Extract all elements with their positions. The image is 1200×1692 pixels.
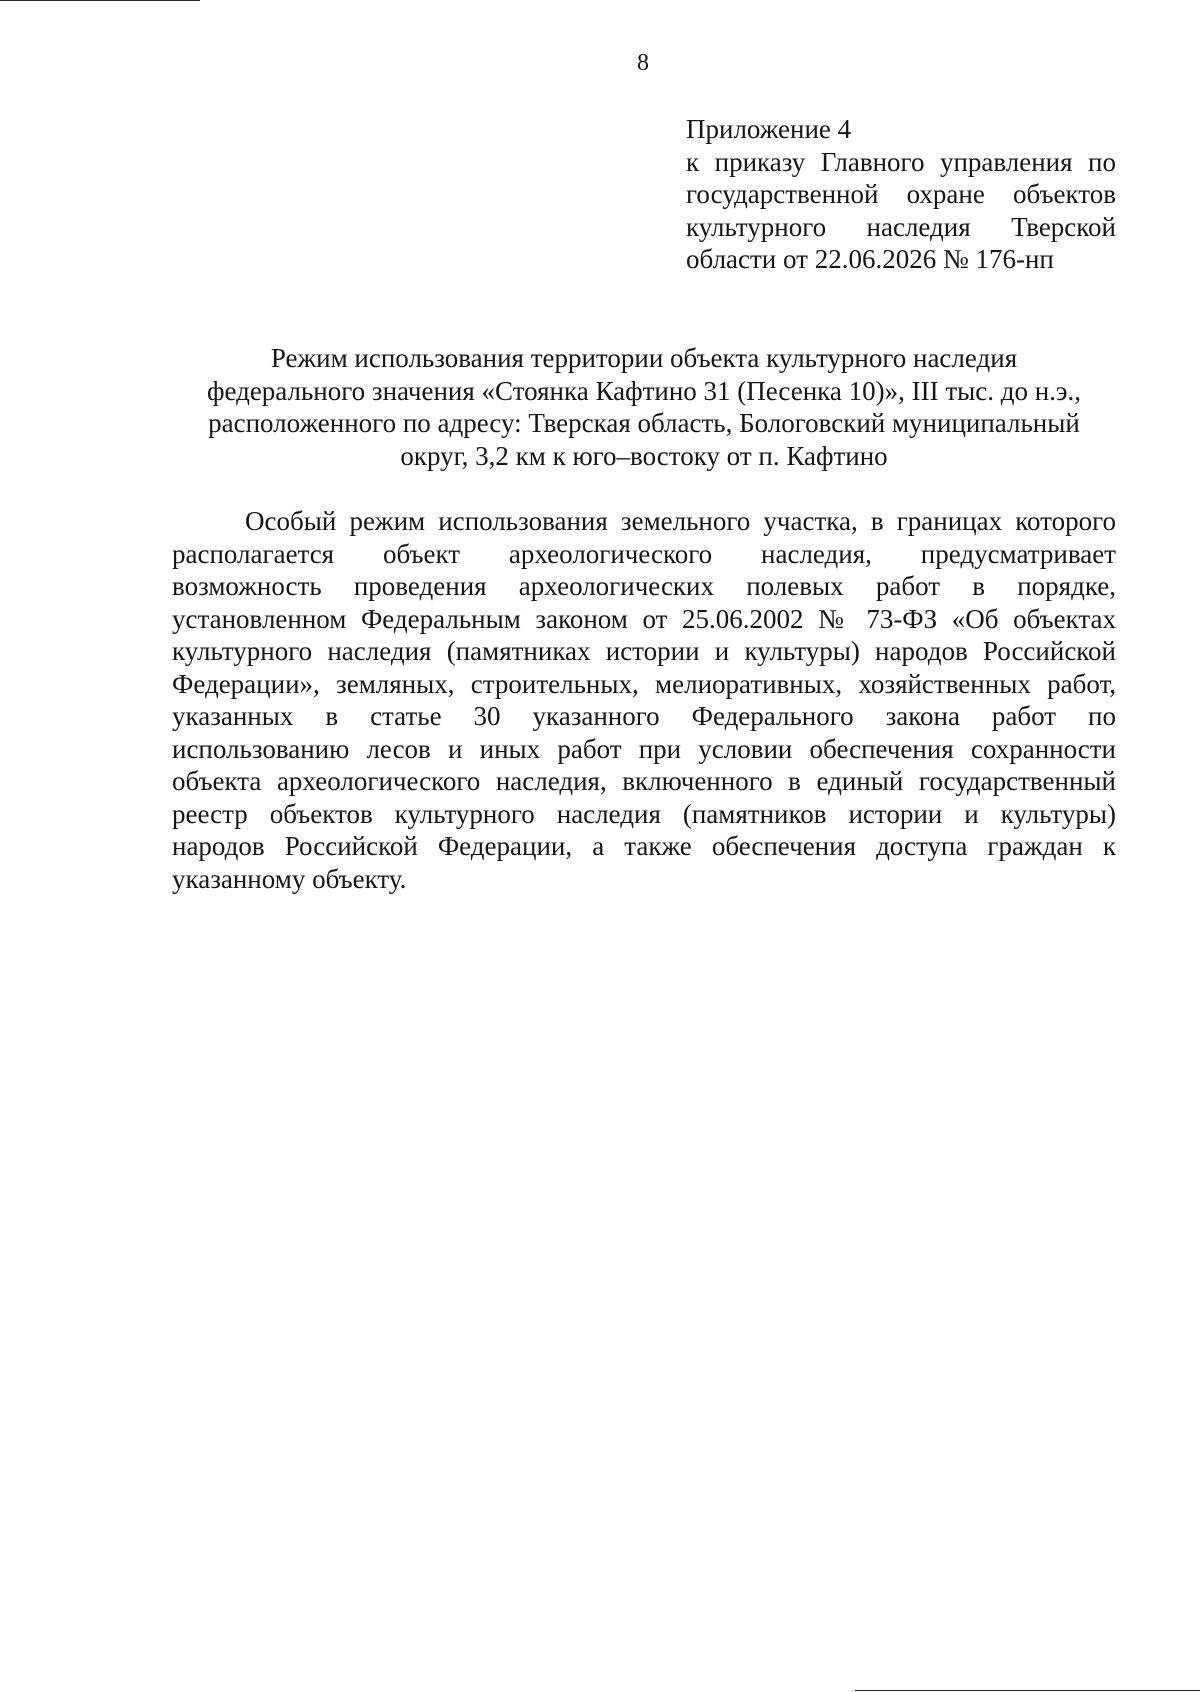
body-line: располагается объект археологического наследия, предусматривает (172, 538, 1116, 569)
body-line: культурного наследия (памятниках истории и культуры) народов Российской (172, 636, 1116, 666)
body-paragraph (172, 505, 1116, 895)
body-line: народов Российской Федерации, а также обеспечения доступа граждан к (172, 831, 1116, 861)
body-line: Особый режим использования земельного участка, в границах которого (245, 506, 1116, 536)
document-title (172, 342, 1116, 472)
appendix-line: к приказу Главного управления по (686, 146, 1116, 177)
body-line: использованию лесов и иных работ при условии обеспечения сохранности (172, 733, 1116, 764)
body-line: реестр объектов культурного наследия (памятников истории и культуры) (172, 798, 1116, 829)
body-line: указанных в статье 30 указанного Федерального закона работ по (172, 701, 1116, 731)
body-line: возможность проведения археологических полевых работ в порядке, (172, 571, 1116, 601)
body-line: объекта археологического наследия, включенного в единый государственный (172, 766, 1116, 796)
title-line: округ, 3,2 км к юго–востоку от п. Кафтино (400, 440, 888, 471)
appendix-line: Приложение 4 (686, 114, 852, 144)
title-line: расположенного по адресу: Тверская область, Бологовский муниципальный (208, 408, 1080, 438)
body-line: установленном Федеральным законом от 25.06.2002 № 73-ФЗ «Об объектах (172, 603, 1116, 634)
body-line: Федерации», земляных, строительных, мелиоративных, хозяйственных работ, (172, 668, 1116, 699)
scan-edge-mark-top (0, 0, 200, 1)
appendix-block (686, 113, 1116, 276)
appendix-line: области от 22.06.2026 № 176-нп (686, 244, 1054, 274)
title-line: федерального значения «Стоянка Кафтино 31 (Песенка 10)», III тыс. до н.э., (206, 375, 1082, 406)
appendix-line: культурного наследия Тверской (686, 211, 1116, 242)
title-line: Режим использования территории объекта культурного наследия (270, 343, 1018, 373)
page-number: 8 (637, 50, 649, 76)
body-line: указанному объекту. (172, 863, 407, 894)
appendix-line: государственной охране объектов (686, 179, 1116, 209)
scan-edge-mark-bottom (855, 1690, 1200, 1691)
